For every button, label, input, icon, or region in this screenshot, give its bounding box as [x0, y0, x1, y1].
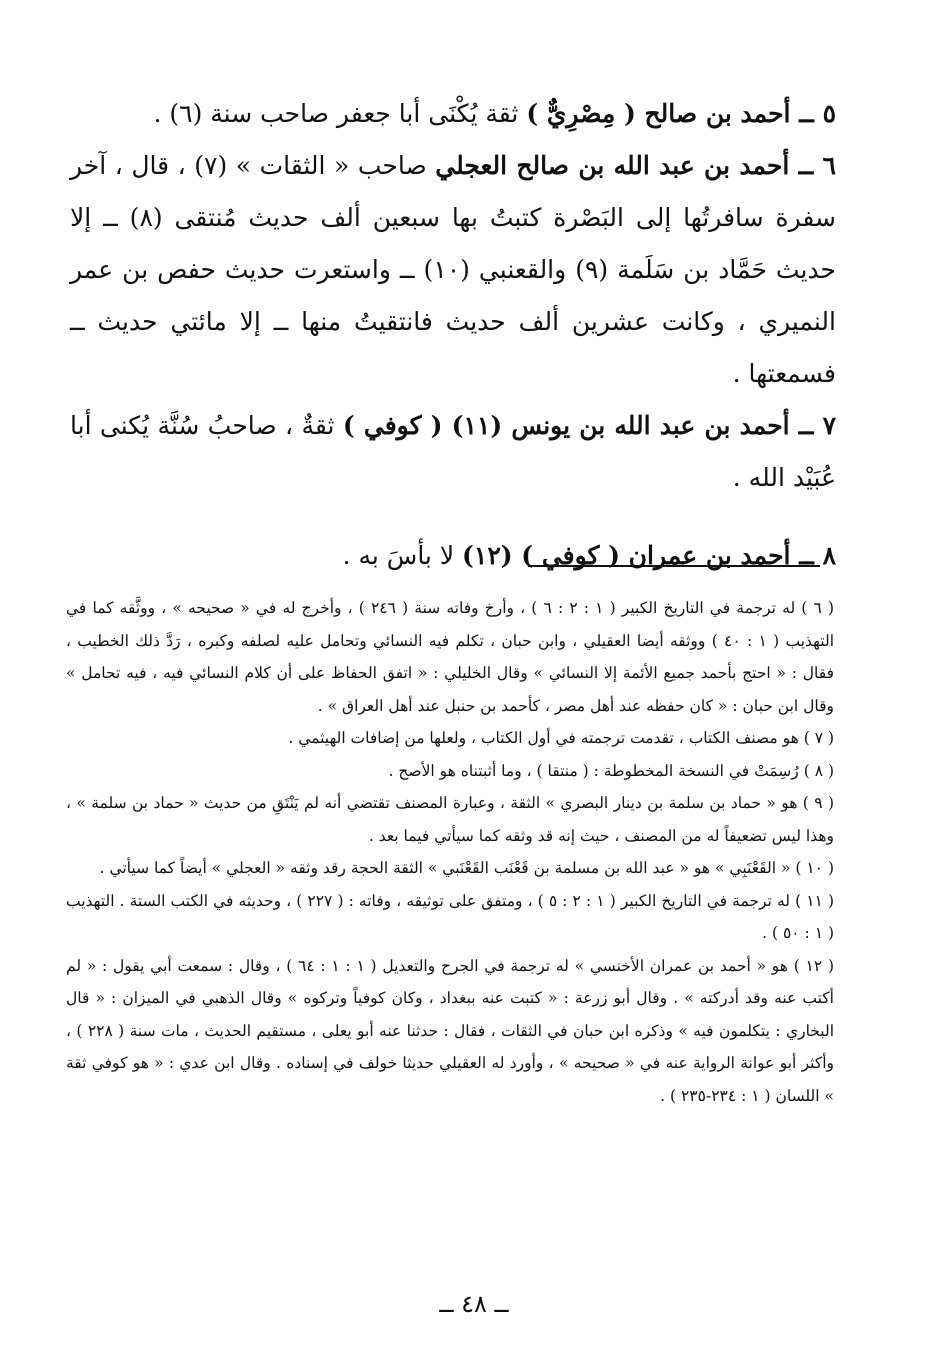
entry-6	[70, 140, 836, 400]
entry-8-name: ٨ ــ أحمد بن عمران ( كوفي ) (١٢)	[462, 541, 836, 570]
footnote-11: ( ١١ ) له ترجمة في التاريخ الكبير ( ١ : ٢ : ٥ ) ، ومتفق على توثيقه ، وفاته : ( ٢٢٧ ) ، وحديثه في الكتب الستة . التهذيب ( ١ : ٥٠ ) .	[66, 891, 835, 942]
entry-5-text: ثقة يُكْنَى أبا جعفر صاحب سنة (٦) .	[153, 99, 527, 128]
entry-5	[70, 88, 836, 140]
footnote-8: ( ٨ ) رُسِمَتْ في النسخة المخطوطة : ( منتقا ) ، وما أثبتناه هو الأصح .	[388, 761, 834, 780]
entry-5-name: ٥ ــ أحمد بن صالح ( مِصْرِيٌّ )	[526, 99, 836, 128]
entry-6-name: ٦ ــ أحمد بن عبد الله بن صالح العجلي	[435, 151, 836, 180]
entry-8	[70, 530, 836, 582]
entry-7-name: ٧ ــ أحمد بن عبد الله بن يونس (١١) ( كوفي )	[342, 411, 837, 440]
entry-8-text: لا بأسَ به .	[342, 541, 463, 570]
footnote-6: ( ٦ ) له ترجمة في التاريخ الكبير ( ١ : ٢ : ٦ ) ، وأرخ وفاته سنة ( ٢٤٦ ) ، وأخرج له في « صحيحه » ، ووثَّقه كما في التهذيب ( ١ : ٤٠ ) ووثقه أيضا العقيلي ، وابن حبان ، تكلم فيه النسائي وتحامل عليه لصلفه وكبره ، رَدَّ ذلك الخطيب ، فقال : « احتج بأحمد جميع الأئمة إلا النسائي » وقال الخليلي : « اتفق الحفاظ على أن كلام النسائي فيه ، فيه تحامل » وقال ابن حبان : « كان حفظه عند أهل مصر ، كأحمد بن حنبل عند أهل العراق » .	[66, 599, 835, 715]
main-text	[70, 88, 836, 582]
page-number: ــ ٤٨ ــ	[439, 1290, 509, 1318]
footnote-7: ( ٧ ) هو مصنف الكتاب ، تقدمت ترجمته في أول الكتاب ، ولعلها من إضافات الهيثمي .	[288, 729, 834, 747]
footnote-9: ( ٩ ) هو « حماد بن سلمة بن دينار البصري » الثقة ، وعبارة المصنف تقتضي أنه لم يَنْتَقِ من حديث « حماد بن سلمة » ، وهذا ليس تضعيفاً له من المصنف ، حيث إنه قد وثقه كما سيأتي فيما بعد .	[66, 794, 835, 845]
footnote-10: ( ١٠ ) « القَعْنَبِي » هو « عبد الله بن مسلمة بن قَعْنَب القَعْنَبي » الثقة الحجة رقد وثقه « العجلي » أيضاً كما سيأتي .	[99, 859, 834, 877]
footnotes	[66, 592, 834, 1112]
footnote-separator	[528, 565, 820, 567]
entry-7	[70, 400, 836, 504]
footnote-12: ( ١٢ ) هو « أحمد بن عمران الأخنسي » له ترجمة في الجرح والتعديل ( ١ : ١ : ٦٤ ) ، وقال : سمعت أبي يقول : « لم أكتب عنه وقد أدركته » . وقال أبو زرعة : « كتبت عنه ببغداد ، وكان كوفياً وتركوه » وقال الذهبي في الميزان : « قال البخاري : يتكلمون فيه » وذكره ابن حبان في الثقات ، فقال : حدثنا عنه أبو يعلى ، مستقيم الحديث ، مات سنة ( ٢٢٨ ) ، وأكثر أبو عوانة الرواية عنه في « صحيحه » ، وأورد له العقيلي حديثا خولف في إسناده . وقال ابن عدي : « هو كوفي ثقة » اللسان ( ١ : ٢٣٤-٢٣٥ ) .	[66, 956, 835, 1105]
entry-6-text: صاحب « الثقات » (٧) ، قال ، آخر سفرة سافرتُها إلى البَصْرة كتبتُ بها سبعين ألف حديث مُنتقى (٨) ــ إلا حديث حَمَّاد بن سَلَمة (٩) والقعنبي (١٠) ــ واستعرت حديث حفص بن عمر النميري ، وكانت عشرين ألف حديث فانتقيتُ منها ــ إلا مائتي حديث ــ فسمعتها .	[70, 151, 836, 388]
entry-7-text: ثقةٌ ، صاحبُ سُنَّة يُكنى أبا عُبَيْد الله .	[70, 411, 836, 492]
